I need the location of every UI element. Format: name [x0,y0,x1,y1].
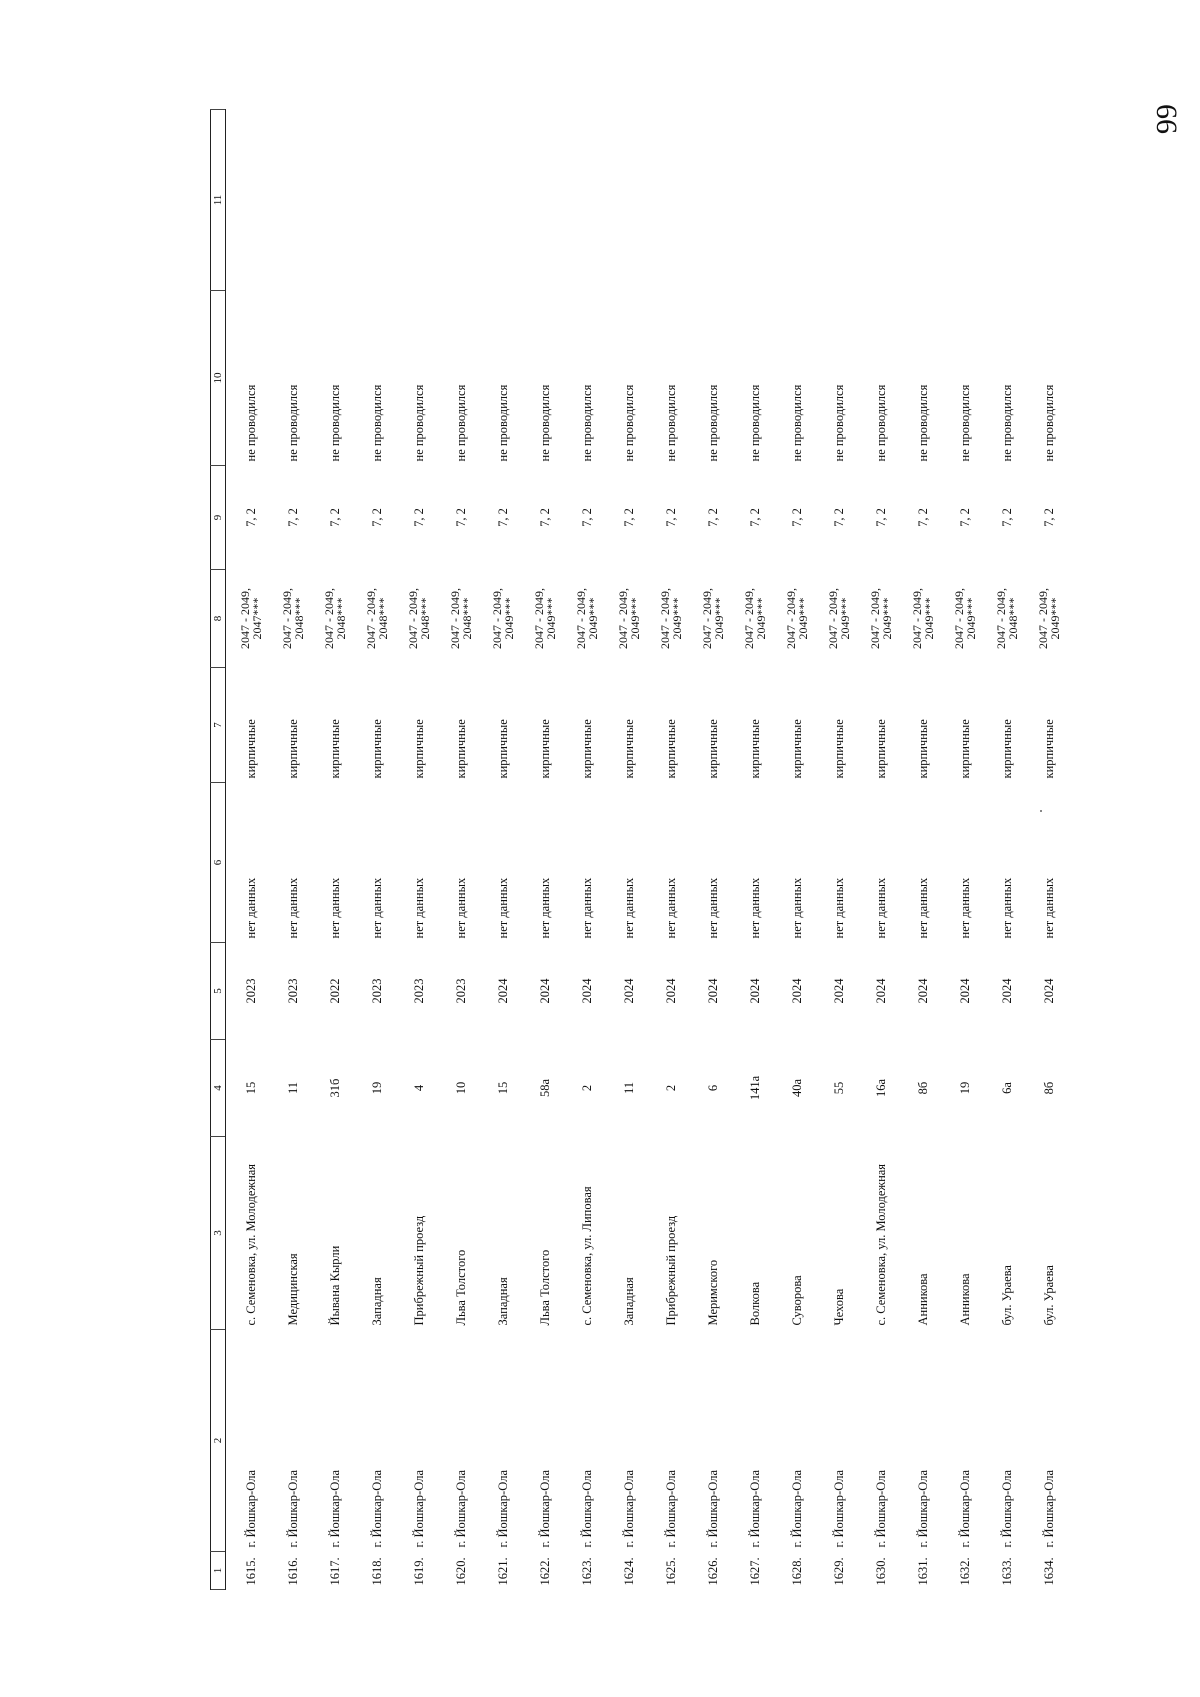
cell-row-number: 1622. [537,1557,552,1586]
cell-period: 2047 - 2049, 2049*** [658,588,684,649]
table-row [440,110,482,1590]
cell-house-number: 15 [495,1081,510,1095]
cell-note [226,110,273,291]
cell-city: г. Йошкар-Ола [327,1469,342,1548]
cell-value: 7, 2 [537,508,552,527]
cell-note [398,110,440,291]
cell-row-number: 1631. [915,1557,930,1586]
table-row [818,110,860,1590]
cell-data-status: нет данных [873,877,888,939]
cell-value: 7, 2 [453,508,468,527]
cell-house-number: 10 [453,1081,468,1095]
cell-period: 2047 - 2049, 2048*** [280,588,306,649]
cell-house-number: 6а [999,1082,1014,1094]
cell-status: не проводился [999,384,1014,462]
cell-house-number: 15 [243,1081,258,1095]
cell-status: не проводился [705,384,720,462]
cell-note [314,110,356,291]
cell-value: 7, 2 [369,508,384,527]
cell-period: 2047 - 2049, 2049*** [742,588,768,649]
cell-data-status: нет данных [831,877,846,939]
cell-city: г. Йошкар-Ола [1041,1469,1056,1548]
table-row [226,110,273,1590]
cell-period: 2047 - 2049, 2047*** [238,588,264,649]
cell-row-number: 1626. [705,1557,720,1586]
cell-status: не проводился [873,384,888,462]
cell-house-number: 8б [915,1081,930,1095]
cell-value: 7, 2 [495,508,510,527]
cell-house-number: 19 [957,1081,972,1095]
cell-data-status: нет данных [243,877,258,939]
cell-city: г. Йошкар-Ола [999,1469,1014,1548]
column-header-11: 11 [211,110,226,291]
header-row [211,110,226,1590]
table-row [986,110,1028,1590]
cell-street: Прибрежный проезд [411,1215,426,1326]
cell-city: г. Йошкар-Ола [915,1469,930,1548]
cell-street: Медицинская [285,1253,300,1326]
cell-year: 2023 [453,978,468,1004]
cell-note [524,110,566,291]
cell-city: г. Йошкар-Ола [957,1469,972,1548]
cell-street: Волкова [747,1281,762,1326]
table-row [692,110,734,1590]
cell-status: не проводился [831,384,846,462]
table-row [776,110,818,1590]
cell-value: 7, 2 [831,508,846,527]
table-row [1028,110,1070,1590]
cell-status: не проводился [285,384,300,462]
cell-note [902,110,944,291]
cell-period: 2047 - 2049, 2049*** [910,588,936,649]
cell-house-number: 2 [579,1084,594,1092]
cell-row-number: 1634. [1041,1557,1056,1586]
cell-period: 2047 - 2049, 2048*** [322,588,348,649]
table-row [356,110,398,1590]
page-number: 66 [1150,104,1183,134]
cell-status: не проводился [663,384,678,462]
cell-status: не проводился [747,384,762,462]
cell-data-status: нет данных [285,877,300,939]
cell-material: кирпичные [411,719,426,779]
cell-data-status: нет данных [957,877,972,939]
cell-city: г. Йошкар-Ола [747,1469,762,1548]
cell-year: 2024 [873,978,888,1004]
cell-year: 2024 [537,978,552,1004]
cell-city: г. Йошкар-Ола [873,1469,888,1548]
column-header-8: 8 [211,570,226,668]
cell-material: кирпичные [369,719,384,779]
cell-row-number: 1617. [327,1557,342,1586]
housing-table [210,109,1070,1590]
cell-street: Льва Толстого [453,1249,468,1326]
cell-city: г. Йошкар-Ола [495,1469,510,1548]
cell-status: не проводился [1041,384,1056,462]
cell-street: Западная [369,1277,384,1326]
cell-period: 2047 - 2049, 2049*** [700,588,726,649]
cell-street: Йывана Кырли [327,1245,342,1326]
cell-period: 2047 - 2049, 2048*** [448,588,474,649]
cell-note [272,110,314,291]
cell-note [1028,110,1070,291]
cell-street: бул. Ураева [1041,1265,1056,1326]
cell-year: 2024 [831,978,846,1004]
cell-data-status: нет данных [327,877,342,939]
cell-period: 2047 - 2049, 2049*** [826,588,852,649]
cell-street: Прибрежный проезд [663,1215,678,1326]
cell-data-status: нет данных [369,877,384,939]
cell-row-number: 1619. [411,1557,426,1586]
cell-note [860,110,902,291]
cell-data-status: нет данных [1041,877,1056,939]
cell-material: кирпичные [453,719,468,779]
cell-status: не проводился [957,384,972,462]
cell-period: 2047 - 2049, 2048*** [994,588,1020,649]
cell-period: 2047 - 2049, 2049*** [868,588,894,649]
cell-city: г. Йошкар-Ола [537,1469,552,1548]
cell-period: 2047 - 2049, 2049*** [574,588,600,649]
cell-material: кирпичные [663,719,678,779]
cell-year: 2023 [285,978,300,1004]
cell-material: кирпичные [579,719,594,779]
cell-year: 2023 [411,978,426,1004]
cell-year: 2024 [747,978,762,1004]
cell-period: 2047 - 2049, 2049*** [1036,588,1062,649]
cell-material: кирпичные [243,719,258,779]
table-body [226,110,1071,1590]
cell-city: г. Йошкар-Ола [285,1469,300,1548]
cell-row-number: 1616. [285,1557,300,1586]
cell-status: не проводился [789,384,804,462]
cell-period: 2047 - 2049, 2049*** [490,588,516,649]
cell-status: не проводился [453,384,468,462]
cell-period: 2047 - 2049, 2048*** [406,588,432,649]
cell-material: кирпичные [327,719,342,779]
cell-row-number: 1621. [495,1557,510,1586]
column-header-3: 3 [211,1137,226,1330]
table-row [482,110,524,1590]
cell-value: 7, 2 [327,508,342,527]
cell-year: 2023 [243,978,258,1004]
cell-house-number: 55 [831,1081,846,1095]
cell-material: кирпичные [495,719,510,779]
cell-status: не проводился [495,384,510,462]
cell-value: 7, 2 [579,508,594,527]
column-header-5: 5 [211,943,226,1040]
cell-year: 2024 [789,978,804,1004]
cell-street: Льва Толстого [537,1249,552,1326]
cell-material: кирпичные [705,719,720,779]
column-header-6: 6 [211,783,226,943]
cell-row-number: 1632. [957,1557,972,1586]
cell-status: не проводился [243,384,258,462]
cell-period: 2047 - 2049, 2049*** [784,588,810,649]
cell-note [734,110,776,291]
cell-row-number: 1630. [873,1557,888,1586]
cell-material: кирпичные [747,719,762,779]
cell-row-number: 1623. [579,1557,594,1586]
cell-city: г. Йошкар-Ола [663,1469,678,1548]
cell-house-number: 58а [537,1078,552,1098]
table-row [398,110,440,1590]
cell-row-number: 1618. [369,1557,384,1586]
cell-note [818,110,860,291]
cell-street: Анникова [915,1273,930,1326]
cell-house-number: 11 [285,1081,300,1095]
cell-year: 2024 [957,978,972,1004]
cell-note [986,110,1028,291]
cell-period: 2047 - 2049, 2048*** [364,588,390,649]
cell-data-status: нет данных [411,877,426,939]
cell-material: кирпичные [537,719,552,779]
cell-street: Суворова [789,1275,804,1326]
cell-status: не проводился [915,384,930,462]
cell-street: Западная [621,1277,636,1326]
cell-material: кирпичные [915,719,930,779]
cell-data-status: нет данных [747,877,762,939]
cell-material: кирпичные [957,719,972,779]
table-row [524,110,566,1590]
cell-value: 7, 2 [285,508,300,527]
cell-value: 7, 2 [705,508,720,527]
cell-data-status: нет данных [663,877,678,939]
cell-house-number: 6 [705,1084,720,1092]
cell-value: 7, 2 [873,508,888,527]
cell-value: 7, 2 [621,508,636,527]
table-row [944,110,986,1590]
cell-material: кирпичные [285,719,300,779]
cell-house-number: 31б [327,1078,342,1098]
cell-house-number: 16а [873,1078,888,1098]
cell-house-number: 8б [1041,1081,1056,1095]
scan-speck [1040,810,1042,812]
cell-city: г. Йошкар-Ола [705,1469,720,1548]
cell-note [608,110,650,291]
cell-period: 2047 - 2049, 2049*** [532,588,558,649]
cell-data-status: нет данных [789,877,804,939]
cell-value: 7, 2 [1041,508,1056,527]
cell-value: 7, 2 [789,508,804,527]
table-row [734,110,776,1590]
cell-status: не проводился [621,384,636,462]
cell-street: с. Семеновка, ул. Молодежная [873,1163,888,1326]
cell-city: г. Йошкар-Ола [621,1469,636,1548]
cell-material: кирпичные [999,719,1014,779]
cell-material: кирпичные [1041,719,1056,779]
cell-year: 2024 [1041,978,1056,1004]
column-header-10: 10 [211,291,226,466]
cell-row-number: 1628. [789,1557,804,1586]
cell-status: не проводился [537,384,552,462]
column-header-9: 9 [211,466,226,570]
cell-value: 7, 2 [915,508,930,527]
cell-status: не проводился [327,384,342,462]
cell-city: г. Йошкар-Ола [243,1469,258,1548]
column-header-2: 2 [211,1330,226,1552]
cell-street: с. Семеновка, ул. Липовая [579,1186,594,1326]
column-header-1: 1 [211,1552,226,1590]
cell-year: 2023 [369,978,384,1004]
cell-status: не проводился [579,384,594,462]
cell-period: 2047 - 2049, 2049*** [616,588,642,649]
cell-city: г. Йошкар-Ола [831,1469,846,1548]
cell-house-number: 2 [663,1084,678,1092]
cell-status: не проводился [369,384,384,462]
cell-material: кирпичные [831,719,846,779]
cell-row-number: 1615. [243,1557,258,1586]
cell-value: 7, 2 [957,508,972,527]
cell-data-status: нет данных [537,877,552,939]
cell-value: 7, 2 [999,508,1014,527]
cell-material: кирпичные [789,719,804,779]
cell-city: г. Йошкар-Ола [369,1469,384,1548]
table-row [272,110,314,1590]
table-row [608,110,650,1590]
cell-year: 2024 [579,978,594,1004]
table-row [650,110,692,1590]
cell-year: 2024 [663,978,678,1004]
cell-data-status: нет данных [999,877,1014,939]
cell-note [944,110,986,291]
cell-year: 2024 [999,978,1014,1004]
cell-note [440,110,482,291]
cell-house-number: 40а [789,1078,804,1098]
cell-note [692,110,734,291]
rotated-table-wrapper [210,110,1200,1590]
cell-data-status: нет данных [495,877,510,939]
cell-house-number: 11 [621,1081,636,1095]
cell-note [356,110,398,291]
cell-row-number: 1633. [999,1557,1014,1586]
cell-row-number: 1629. [831,1557,846,1586]
cell-status: не проводился [411,384,426,462]
cell-city: г. Йошкар-Ола [789,1469,804,1548]
cell-value: 7, 2 [243,508,258,527]
cell-row-number: 1624. [621,1557,636,1586]
cell-city: г. Йошкар-Ола [411,1469,426,1548]
cell-data-status: нет данных [453,877,468,939]
cell-period: 2047 - 2049, 2049*** [952,588,978,649]
cell-house-number: 141а [747,1075,762,1101]
cell-value: 7, 2 [411,508,426,527]
cell-street: Меримского [705,1259,720,1326]
cell-row-number: 1620. [453,1557,468,1586]
cell-house-number: 19 [369,1081,384,1095]
column-header-7: 7 [211,668,226,783]
cell-note [650,110,692,291]
column-header-4: 4 [211,1040,226,1137]
cell-data-status: нет данных [621,877,636,939]
cell-year: 2022 [327,978,342,1004]
cell-row-number: 1627. [747,1557,762,1586]
cell-street: Западная [495,1277,510,1326]
cell-material: кирпичные [873,719,888,779]
cell-year: 2024 [705,978,720,1004]
cell-house-number: 4 [411,1084,426,1092]
cell-street: с. Семеновка, ул. Молодежная [243,1163,258,1326]
cell-street: Чехова [831,1288,846,1326]
cell-note [482,110,524,291]
cell-year: 2024 [915,978,930,1004]
cell-data-status: нет данных [915,877,930,939]
cell-material: кирпичные [621,719,636,779]
cell-note [566,110,608,291]
cell-value: 7, 2 [747,508,762,527]
cell-street: бул. Ураева [999,1265,1014,1326]
table-row [860,110,902,1590]
table-row [566,110,608,1590]
cell-year: 2024 [621,978,636,1004]
cell-year: 2024 [495,978,510,1004]
table-row [314,110,356,1590]
cell-value: 7, 2 [663,508,678,527]
cell-data-status: нет данных [579,877,594,939]
cell-street: Анникова [957,1273,972,1326]
cell-note [776,110,818,291]
cell-city: г. Йошкар-Ола [453,1469,468,1548]
cell-row-number: 1625. [663,1557,678,1586]
cell-data-status: нет данных [705,877,720,939]
cell-city: г. Йошкар-Ола [579,1469,594,1548]
table-row [902,110,944,1590]
